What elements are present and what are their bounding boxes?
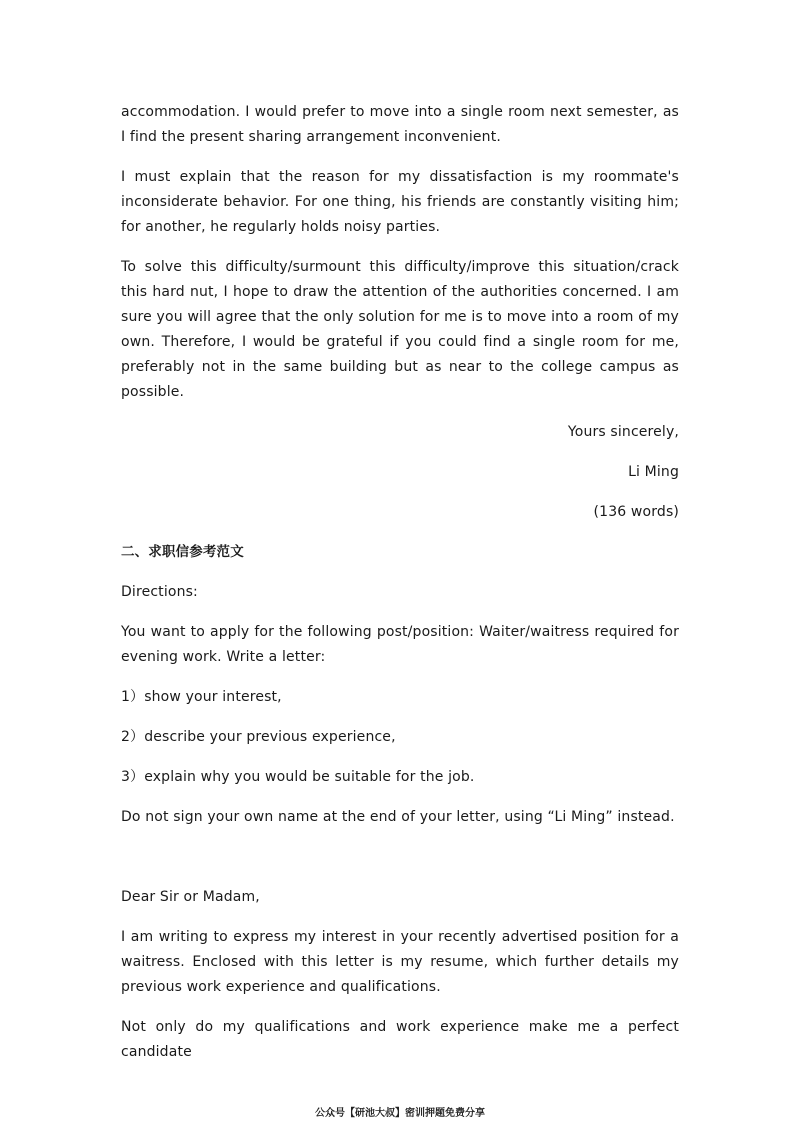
page-footer: 公众号【研池大叔】密训押题免费分享 [315,1108,485,1119]
section-heading: 二、求职信参考范文 [121,544,244,560]
letter-body-1: I am writing to express my interest in your recently advertised position for a waitress. Enclosed with this letter is my resume, which further details my previous work experience and qualifications. [121,929,679,995]
list-item: 1）show your interest, [121,689,282,705]
list-item: 2）describe your previous experience, [121,729,396,745]
salutation: Dear Sir or Madam, [121,889,260,905]
paragraph-solution: To solve this difficulty/surmount this difficulty/improve this situation/crack this hard nut, I hope to draw the attention of the authorities concerned. I am sure you will agree that the only solution for me is to move into a room of my own. Therefore, I would be grateful if you could find a single room for me, preferably not in the same building but as near to the college campus as possible. [121,259,679,400]
letter-body-2: Not only do my qualifications and work experience make me a perfect candidate [121,1019,679,1060]
signoff: Yours sincerely, [567,424,679,440]
paragraph-accommodation: accommodation. I would prefer to move into a single room next semester, as I find the present sharing arrangement inconvenient. [121,104,679,145]
signer-name: Li Ming [628,464,679,480]
paragraph-dissatisfaction: I must explain that the reason for my dissatisfaction is my roommate's inconsiderate behavior. For one thing, his friends are constantly visiting him; for another, he regularly holds noisy parties. [121,169,679,235]
directions-label: Directions: [121,584,198,600]
signing-note: Do not sign your own name at the end of your letter, using “Li Ming” instead. [121,809,675,825]
task-description: You want to apply for the following post/position: Waiter/waitress required for evening work. Write a letter: [121,624,679,665]
document-page [121,100,679,1065]
list-item: 3）explain why you would be suitable for the job. [121,769,475,785]
word-count: (136 words) [593,504,679,520]
